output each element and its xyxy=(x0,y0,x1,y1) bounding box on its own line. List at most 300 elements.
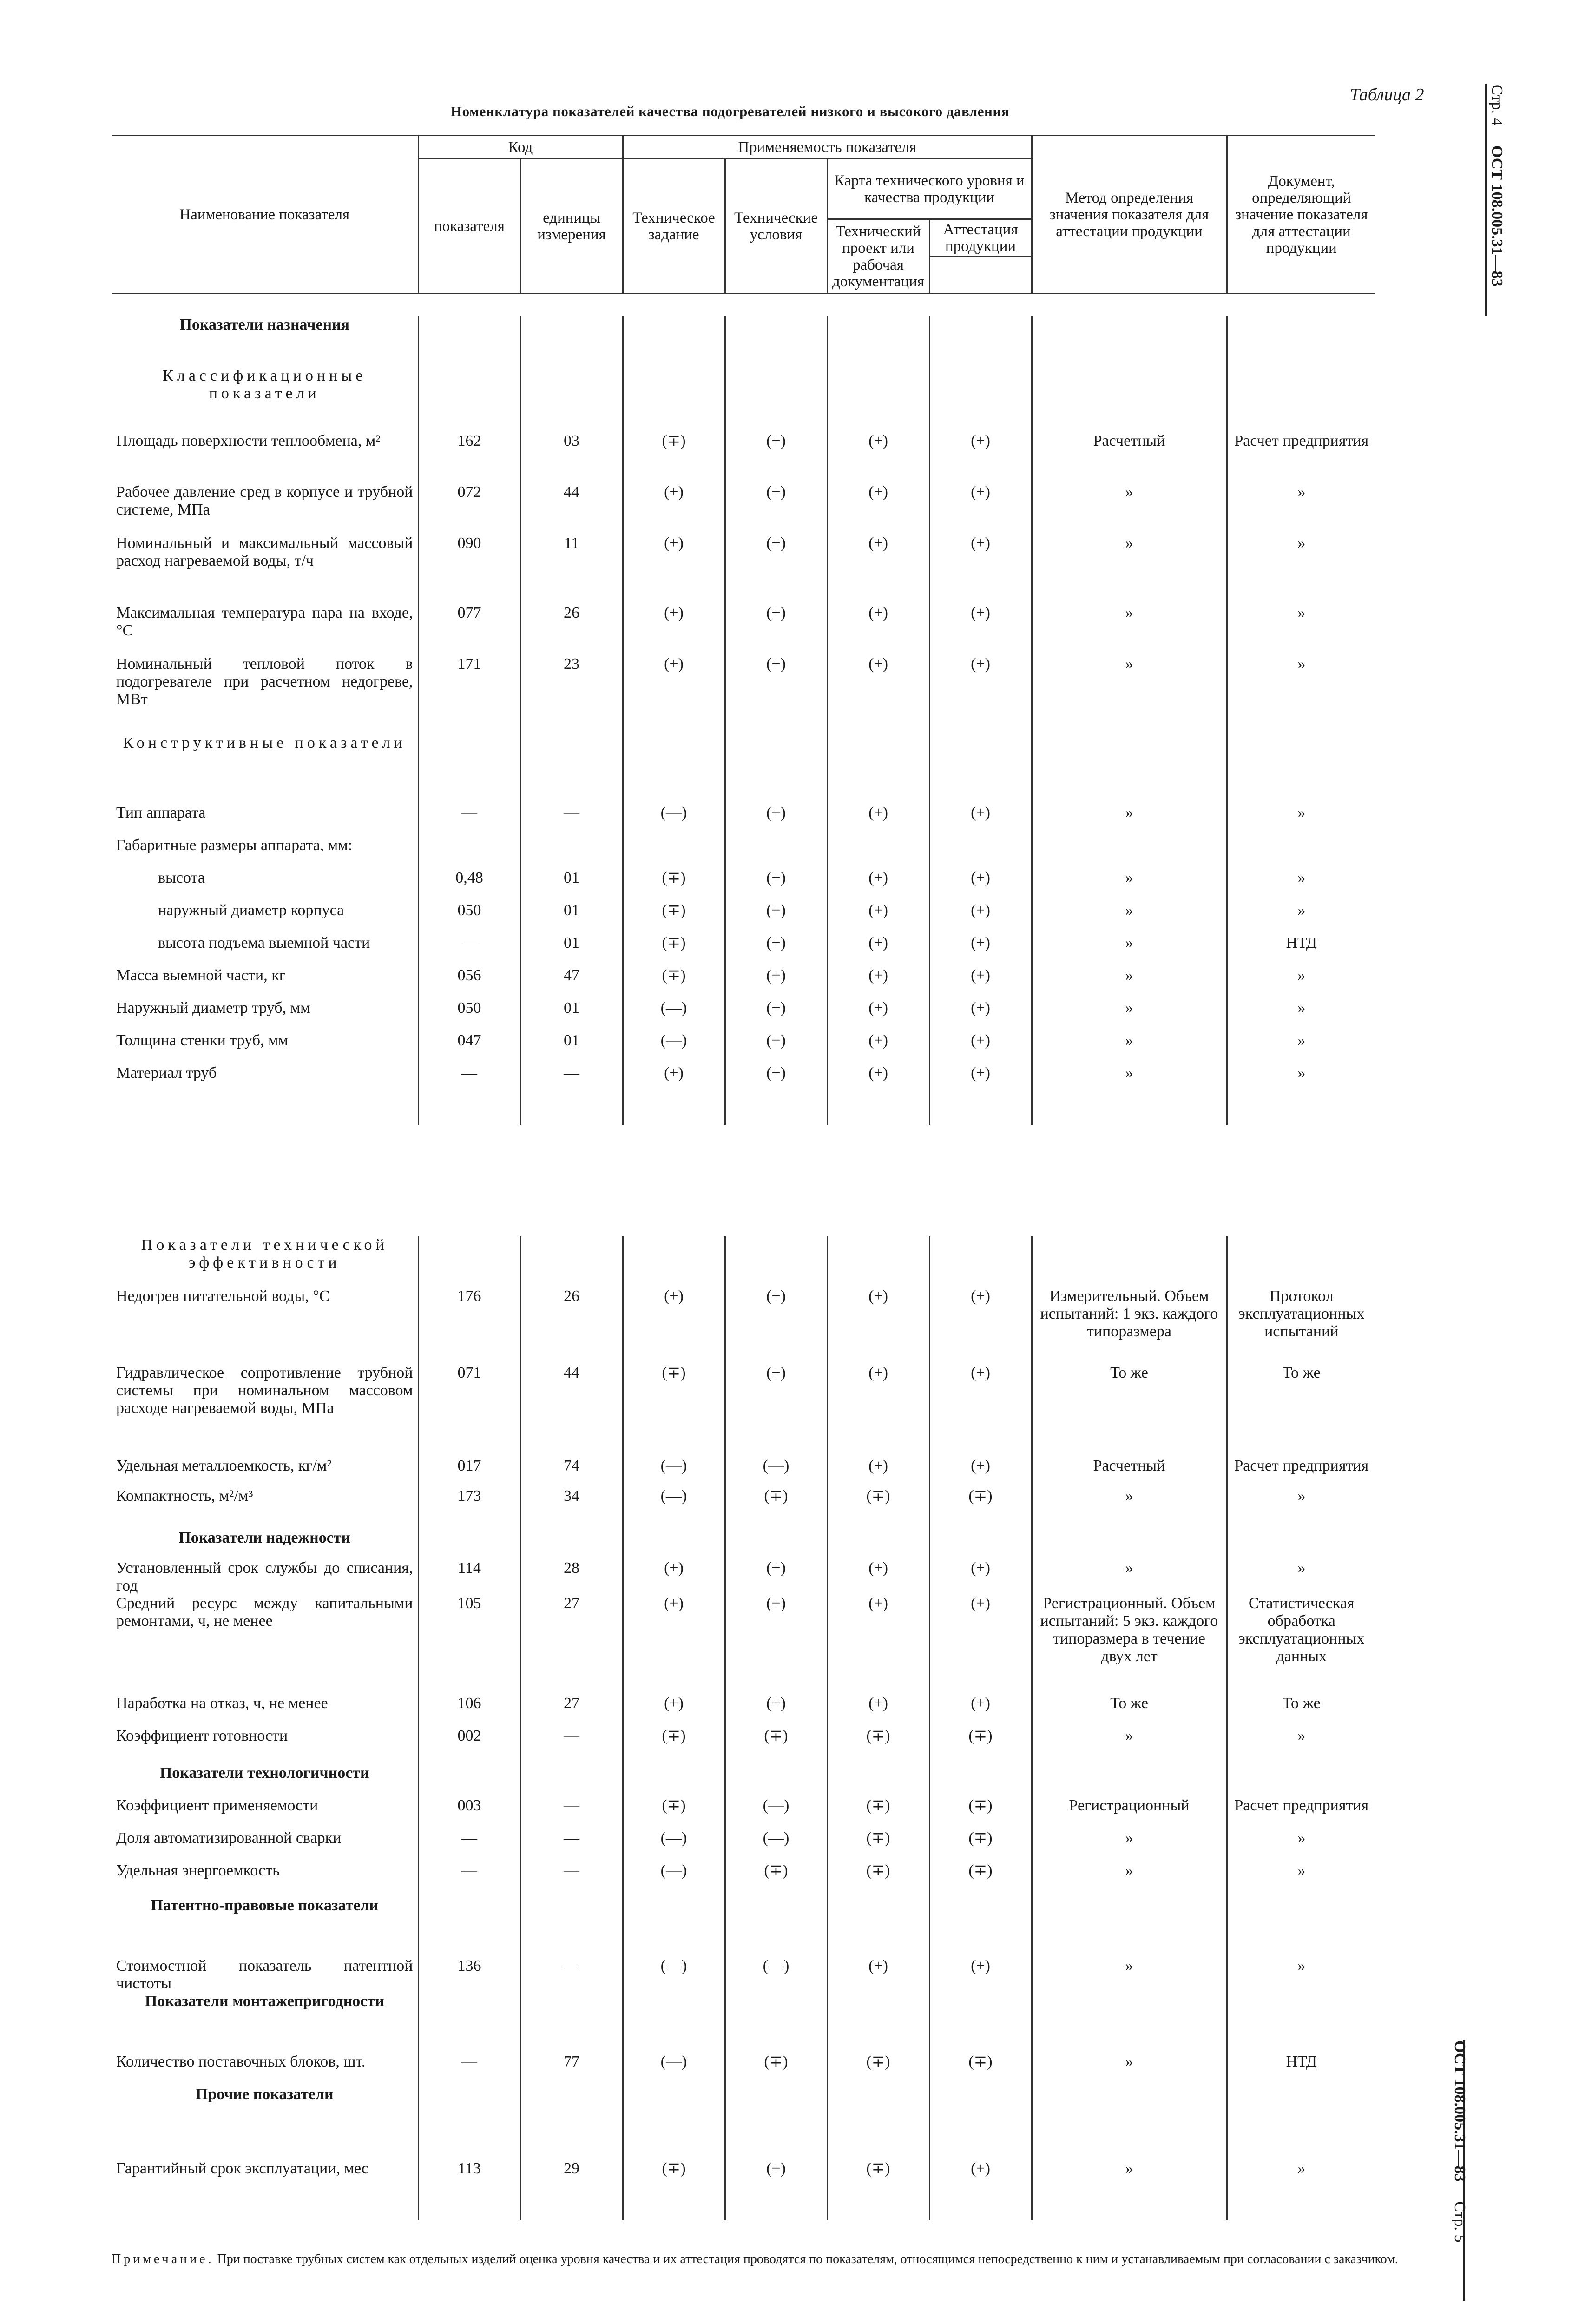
tech-cond-cell: (+) xyxy=(725,1287,827,1364)
attestation-cell: (+) xyxy=(929,1364,1032,1457)
tech-project-cell: (∓) xyxy=(827,1797,929,1829)
table-section-row xyxy=(112,1236,1375,1287)
table-top xyxy=(112,316,1375,1125)
tech-task-cell: (+) xyxy=(623,1287,725,1364)
tech-task-cell: (+) xyxy=(623,604,725,655)
tech-task-cell: (—) xyxy=(623,2053,725,2086)
tech-task-cell: (+) xyxy=(623,1595,725,1695)
empty-cell xyxy=(827,1236,929,1287)
indicator-code: 176 xyxy=(418,1287,520,1364)
table-row xyxy=(112,1559,1375,1595)
document-cell: » xyxy=(1227,1064,1375,1097)
tech-cond-cell: (+) xyxy=(725,1064,827,1097)
indicator-code: — xyxy=(418,1862,520,1897)
attestation-cell: (+) xyxy=(929,804,1032,837)
table-row xyxy=(112,967,1375,999)
hdr-code-indicator: показателя xyxy=(418,159,520,294)
document-cell: » xyxy=(1227,1957,1375,1993)
empty-cell xyxy=(929,734,1032,804)
side-bottom-page: Стр. 5 xyxy=(1451,2201,1468,2243)
empty-cell xyxy=(929,1764,1032,1797)
table-section-row xyxy=(112,367,1375,432)
tech-project-cell: (∓) xyxy=(827,2053,929,2086)
table-row xyxy=(112,1862,1375,1897)
unit-code: — xyxy=(520,1829,623,1862)
tech-project-cell: (+) xyxy=(827,604,929,655)
unit-code: 11 xyxy=(520,535,623,604)
tech-project-cell: (∓) xyxy=(827,1487,929,1529)
empty-cell xyxy=(827,837,929,869)
indicator-code: 017 xyxy=(418,1457,520,1487)
attestation-cell: (+) xyxy=(929,483,1032,535)
empty-cell xyxy=(1227,1097,1375,1125)
document-cell: » xyxy=(1227,869,1375,902)
tech-task-cell: (+) xyxy=(623,535,725,604)
indicator-name: Доля автоматизированной сварки xyxy=(116,1829,342,1847)
tech-project-cell: (+) xyxy=(827,804,929,837)
section-title: Показатели монтажепригодности xyxy=(145,1993,384,2010)
tech-task-cell: (—) xyxy=(623,1487,725,1529)
attestation-cell: (+) xyxy=(929,1032,1032,1064)
section-title: Конструктивные показатели xyxy=(123,734,406,752)
empty-cell xyxy=(725,1236,827,1287)
table-section-row xyxy=(112,1529,1375,1559)
empty-cell xyxy=(1032,2086,1227,2160)
empty-cell xyxy=(623,316,725,367)
unit-code: 03 xyxy=(520,432,623,483)
unit-code: 29 xyxy=(520,2160,623,2192)
section-title: Прочие показатели xyxy=(195,2086,334,2103)
empty-cell xyxy=(520,1897,623,1957)
attestation-cell: (+) xyxy=(929,2160,1032,2192)
unit-code: — xyxy=(520,1862,623,1897)
empty-cell xyxy=(725,1897,827,1957)
method-cell: » xyxy=(1032,535,1227,604)
document-cell: » xyxy=(1227,483,1375,535)
tech-cond-cell: (—) xyxy=(725,1457,827,1487)
table-header xyxy=(112,135,1375,294)
indicator-code: 173 xyxy=(418,1487,520,1529)
document-cell: » xyxy=(1227,604,1375,655)
method-cell: » xyxy=(1032,1957,1227,1993)
tech-task-cell: (—) xyxy=(623,1457,725,1487)
unit-code: 47 xyxy=(520,967,623,999)
side-top-page: Стр. 4 xyxy=(1488,85,1506,126)
tech-project-cell: (+) xyxy=(827,869,929,902)
empty-cell xyxy=(1032,734,1227,804)
footnote xyxy=(112,2252,1441,2267)
tech-cond-cell: (+) xyxy=(725,1559,827,1595)
section-title: Патентно-правовые показатели xyxy=(151,1897,379,1914)
table-row xyxy=(112,483,1375,535)
method-cell: » xyxy=(1032,604,1227,655)
attestation-cell: (+) xyxy=(929,934,1032,967)
table-row xyxy=(112,1797,1375,1829)
indicator-name: Площадь поверхности теплообмена, м² xyxy=(116,432,381,449)
hdr-card: Карта технического уровня и качества продукции xyxy=(827,159,1032,219)
side-top-doc: ОСТ 108.005.31—83 xyxy=(1488,145,1506,287)
empty-cell xyxy=(623,1897,725,1957)
attestation-cell: (+) xyxy=(929,999,1032,1032)
indicator-code: 003 xyxy=(418,1797,520,1829)
empty-cell xyxy=(725,1764,827,1797)
indicator-code: 077 xyxy=(418,604,520,655)
section-title: Показатели надежности xyxy=(178,1529,351,1546)
tech-task-cell: (—) xyxy=(623,1829,725,1862)
unit-code: 74 xyxy=(520,1457,623,1487)
method-cell: » xyxy=(1032,483,1227,535)
indicator-name: Средний ресурс между капитальными ремонтами, ч, не менее xyxy=(116,1595,413,1630)
empty-cell xyxy=(827,1897,929,1957)
tech-cond-cell: (+) xyxy=(725,483,827,535)
empty-cell xyxy=(827,734,929,804)
table-row xyxy=(112,604,1375,655)
hdr-tech-task: Техническое задание xyxy=(623,159,725,294)
unit-code: — xyxy=(520,1797,623,1829)
empty-cell xyxy=(418,1529,520,1559)
attestation-cell: (∓) xyxy=(929,1862,1032,1897)
indicator-name: Максимальная температура пара на входе, °С xyxy=(116,604,413,639)
unit-code: 26 xyxy=(520,1287,623,1364)
empty-cell xyxy=(623,1097,725,1125)
table-row xyxy=(112,2160,1375,2192)
tech-cond-cell: (+) xyxy=(725,1695,827,1727)
unit-code: 01 xyxy=(520,869,623,902)
method-cell: » xyxy=(1032,1829,1227,1862)
attestation-cell: (+) xyxy=(929,1287,1032,1364)
indicator-name: высота подъема выемной части xyxy=(158,934,370,951)
empty-cell xyxy=(827,2192,929,2220)
unit-code: 27 xyxy=(520,1695,623,1727)
unit-code: — xyxy=(520,1064,623,1097)
table-section-row xyxy=(112,316,1375,367)
empty-cell xyxy=(1227,734,1375,804)
empty-cell xyxy=(1227,2192,1375,2220)
empty-cell xyxy=(827,2086,929,2160)
hdr-method: Метод определения значения показателя для аттестации продукции xyxy=(1032,136,1227,294)
tech-project-cell: (+) xyxy=(827,432,929,483)
indicator-name: Удельная металлоемкость, кг/м² xyxy=(116,1457,332,1474)
empty-cell xyxy=(418,734,520,804)
tech-project-cell: (+) xyxy=(827,1064,929,1097)
indicator-code: 136 xyxy=(418,1957,520,1993)
empty-cell xyxy=(1032,316,1227,367)
tech-cond-cell: (+) xyxy=(725,1032,827,1064)
indicator-code: 113 xyxy=(418,2160,520,2192)
section-title: Показатели технической эффективности xyxy=(141,1236,388,1271)
empty-cell xyxy=(520,1993,623,2053)
side-bottom-doc: ОСТ 108.005.31—83 xyxy=(1451,2040,1468,2182)
tech-project-cell: (+) xyxy=(827,934,929,967)
attestation-cell: (∓) xyxy=(929,1829,1032,1862)
empty-cell xyxy=(1227,316,1375,367)
table-row xyxy=(112,1727,1375,1764)
tech-project-cell: (+) xyxy=(827,967,929,999)
empty-cell xyxy=(1032,837,1227,869)
method-cell: » xyxy=(1032,902,1227,934)
attestation-cell: (∓) xyxy=(929,1487,1032,1529)
unit-code: 27 xyxy=(520,1595,623,1695)
empty-cell xyxy=(623,734,725,804)
hdr-applicability: Применяемость показателя xyxy=(623,136,1032,159)
method-cell: » xyxy=(1032,1487,1227,1529)
unit-code: 26 xyxy=(520,604,623,655)
table-row xyxy=(112,432,1375,483)
unit-code: 01 xyxy=(520,999,623,1032)
hdr-code-unit: единицы измерения xyxy=(520,159,623,294)
indicator-name: Недогрев питательной воды, °С xyxy=(116,1287,330,1305)
empty-cell xyxy=(725,2192,827,2220)
empty-cell xyxy=(418,1993,520,2053)
tech-project-cell: (∓) xyxy=(827,1862,929,1897)
indicator-code: — xyxy=(418,2053,520,2086)
document-cell: » xyxy=(1227,655,1375,734)
unit-code: — xyxy=(520,1957,623,1993)
tech-task-cell: (—) xyxy=(623,999,725,1032)
tech-project-cell: (+) xyxy=(827,1559,929,1595)
empty-cell xyxy=(929,1993,1032,2053)
document-cell: » xyxy=(1227,967,1375,999)
tech-cond-cell: (+) xyxy=(725,804,827,837)
indicator-name: Гарантийный срок эксплуатации, мес xyxy=(116,2160,369,2177)
empty-cell xyxy=(1032,1529,1227,1559)
indicator-code: 162 xyxy=(418,432,520,483)
empty-cell xyxy=(520,1529,623,1559)
document-cell: То же xyxy=(1227,1364,1375,1457)
tech-task-cell: (∓) xyxy=(623,934,725,967)
empty-cell xyxy=(623,1764,725,1797)
empty-cell xyxy=(725,734,827,804)
empty-cell xyxy=(1032,2192,1227,2220)
indicator-code: 047 xyxy=(418,1032,520,1064)
document-cell: Расчет предприятия xyxy=(1227,1457,1375,1487)
side-rule-top xyxy=(1485,84,1487,316)
tech-task-cell: (∓) xyxy=(623,1797,725,1829)
empty-cell xyxy=(1227,1993,1375,2053)
indicator-name: Толщина стенки труб, мм xyxy=(116,1032,289,1049)
attestation-cell: (∓) xyxy=(929,1727,1032,1764)
tech-cond-cell: (+) xyxy=(725,432,827,483)
indicator-name: Стоимостной показатель патентной чистоты xyxy=(116,1957,413,1992)
hdr-tech-cond: Технические условия xyxy=(725,159,827,294)
table-row xyxy=(112,1064,1375,1097)
empty-cell xyxy=(827,1097,929,1125)
table-row xyxy=(112,999,1375,1032)
tech-cond-cell: (∓) xyxy=(725,1487,827,1529)
document-cell: » xyxy=(1227,1727,1375,1764)
side-header-bottom xyxy=(1451,2040,1468,2243)
method-cell: » xyxy=(1032,1862,1227,1897)
table-row xyxy=(112,1595,1375,1695)
empty-cell xyxy=(623,837,725,869)
empty-cell xyxy=(1227,1764,1375,1797)
table-row xyxy=(112,804,1375,837)
method-cell: Регистрационный. Объем испытаний: 5 экз. каждого типоразмера в течение двух лет xyxy=(1032,1595,1227,1695)
empty-cell xyxy=(418,367,520,432)
document-cell: » xyxy=(1227,535,1375,604)
tech-project-cell: (+) xyxy=(827,1457,929,1487)
method-cell: Расчетный xyxy=(1032,1457,1227,1487)
indicator-name: Рабочее давление сред в корпусе и трубной системе, МПа xyxy=(116,483,413,518)
indicator-code: 106 xyxy=(418,1695,520,1727)
tech-task-cell: (+) xyxy=(623,1559,725,1595)
method-cell: » xyxy=(1032,2053,1227,2086)
unit-code: 01 xyxy=(520,1032,623,1064)
tech-project-cell: (∓) xyxy=(827,2160,929,2192)
indicator-name: Наработка на отказ, ч, не менее xyxy=(116,1695,328,1712)
method-cell: » xyxy=(1032,1032,1227,1064)
table-row xyxy=(112,535,1375,604)
section-title: Классификационные показатели xyxy=(163,367,367,402)
empty-cell xyxy=(1227,2086,1375,2160)
tech-task-cell: (—) xyxy=(623,1957,725,1993)
document-cell: » xyxy=(1227,999,1375,1032)
method-cell: » xyxy=(1032,869,1227,902)
empty-cell xyxy=(520,2192,623,2220)
document-cell: Расчет предприятия xyxy=(1227,432,1375,483)
indicator-name: Коэффициент готовности xyxy=(116,1727,288,1744)
tech-cond-cell: (+) xyxy=(725,604,827,655)
document-cell: То же xyxy=(1227,1695,1375,1727)
tech-project-cell: (+) xyxy=(827,1364,929,1457)
method-cell: То же xyxy=(1032,1695,1227,1727)
table-spacer-row xyxy=(112,1097,1375,1125)
document-cell: » xyxy=(1227,1829,1375,1862)
indicator-code: 056 xyxy=(418,967,520,999)
attestation-cell: (+) xyxy=(929,967,1032,999)
method-cell: Измерительный. Объем испытаний: 1 экз. каждого типоразмера xyxy=(1032,1287,1227,1364)
empty-cell xyxy=(623,1993,725,2053)
empty-cell xyxy=(929,316,1032,367)
attestation-cell: (+) xyxy=(929,869,1032,902)
table-row xyxy=(112,1829,1375,1862)
table-row xyxy=(112,655,1375,734)
tech-cond-cell: (—) xyxy=(725,1957,827,1993)
empty-cell xyxy=(725,1993,827,2053)
empty-cell xyxy=(1032,1236,1227,1287)
empty-cell xyxy=(1227,837,1375,869)
empty-cell xyxy=(1032,367,1227,432)
document-cell: » xyxy=(1227,1862,1375,1897)
indicator-code: 050 xyxy=(418,999,520,1032)
method-cell: » xyxy=(1032,2160,1227,2192)
empty-cell xyxy=(623,367,725,432)
table-section-row xyxy=(112,837,1375,869)
document-cell: » xyxy=(1227,2160,1375,2192)
document-cell: Статистическая обработка эксплуатационных данных xyxy=(1227,1595,1375,1695)
attestation-cell: (+) xyxy=(929,535,1032,604)
unit-code: — xyxy=(520,804,623,837)
tech-cond-cell: (∓) xyxy=(725,1862,827,1897)
indicator-code: 090 xyxy=(418,535,520,604)
empty-cell xyxy=(112,1097,418,1125)
empty-cell xyxy=(827,1993,929,2053)
indicator-name: Тип аппарата xyxy=(116,804,206,821)
empty-cell xyxy=(929,1897,1032,1957)
tech-task-cell: (∓) xyxy=(623,1364,725,1457)
tech-task-cell: (∓) xyxy=(623,967,725,999)
table-row xyxy=(112,2053,1375,2086)
tech-project-cell: (+) xyxy=(827,1032,929,1064)
side-header-top xyxy=(1488,85,1506,287)
tech-project-cell: (+) xyxy=(827,999,929,1032)
empty-cell xyxy=(623,1236,725,1287)
empty-cell xyxy=(929,837,1032,869)
empty-cell xyxy=(418,316,520,367)
empty-cell xyxy=(520,316,623,367)
empty-cell xyxy=(1032,1897,1227,1957)
attestation-cell: (+) xyxy=(929,1957,1032,1993)
empty-cell xyxy=(418,2192,520,2220)
unit-code: — xyxy=(520,1727,623,1764)
empty-cell xyxy=(418,1764,520,1797)
method-cell: » xyxy=(1032,655,1227,734)
empty-cell xyxy=(929,2192,1032,2220)
empty-cell xyxy=(1032,1993,1227,2053)
empty-cell xyxy=(623,2086,725,2160)
indicator-name: Номинальный и максимальный массовый расход нагреваемой воды, т/ч xyxy=(116,535,413,569)
empty-cell xyxy=(520,837,623,869)
method-cell: То же xyxy=(1032,1364,1227,1457)
tech-cond-cell: (+) xyxy=(725,1595,827,1695)
attestation-cell: (+) xyxy=(929,902,1032,934)
empty-cell xyxy=(725,1097,827,1125)
table-section-row xyxy=(112,734,1375,804)
empty-cell xyxy=(929,1097,1032,1125)
tech-cond-cell: (+) xyxy=(725,999,827,1032)
table-row xyxy=(112,1487,1375,1529)
indicator-name: Коэффициент применяемости xyxy=(116,1797,318,1814)
empty-cell xyxy=(929,2086,1032,2160)
empty-cell xyxy=(520,1097,623,1125)
document-cell: » xyxy=(1227,1487,1375,1529)
empty-cell xyxy=(827,367,929,432)
table-row xyxy=(112,1287,1375,1364)
tech-task-cell: (∓) xyxy=(623,902,725,934)
empty-cell xyxy=(1227,1529,1375,1559)
indicator-name: Наружный диаметр труб, мм xyxy=(116,999,310,1017)
empty-cell xyxy=(623,1529,725,1559)
attestation-cell: (+) xyxy=(929,655,1032,734)
indicator-code: — xyxy=(418,1064,520,1097)
indicator-code: 072 xyxy=(418,483,520,535)
tech-cond-cell: (+) xyxy=(725,1364,827,1457)
unit-code: 01 xyxy=(520,902,623,934)
table-row xyxy=(112,934,1375,967)
tech-task-cell: (+) xyxy=(623,1695,725,1727)
document-cell: » xyxy=(1227,1032,1375,1064)
document-cell: НТД xyxy=(1227,2053,1375,2086)
table-title: Номенклатура показателей качества подогревателей низкого и высокого давления xyxy=(451,103,1010,119)
section-title: Показатели технологичности xyxy=(159,1764,369,1782)
note-text: При поставке трубных систем как отдельных изделий оценка уровня качества и их аттестация проводятся по показателям, относящимся непосредственно к ним и устанавливаемым при согласовании с заказчиком. xyxy=(217,2252,1398,2266)
table-section-row xyxy=(112,2086,1375,2160)
tech-task-cell: (—) xyxy=(623,1032,725,1064)
tech-cond-cell: (+) xyxy=(725,967,827,999)
tech-project-cell: (+) xyxy=(827,1287,929,1364)
document-cell: » xyxy=(1227,902,1375,934)
hdr-card-project: Технический проект или рабочая документация xyxy=(827,219,929,294)
tech-cond-cell: (+) xyxy=(725,535,827,604)
hdr-card-attest: Аттестация продукции xyxy=(929,219,1032,257)
table-row xyxy=(112,902,1375,934)
tech-cond-cell: (+) xyxy=(725,869,827,902)
empty-cell xyxy=(520,1236,623,1287)
method-cell: » xyxy=(1032,1064,1227,1097)
attestation-cell: (+) xyxy=(929,1064,1032,1097)
attestation-cell: (+) xyxy=(929,1595,1032,1695)
indicator-name: Установленный срок службы до списания, год xyxy=(116,1559,413,1594)
